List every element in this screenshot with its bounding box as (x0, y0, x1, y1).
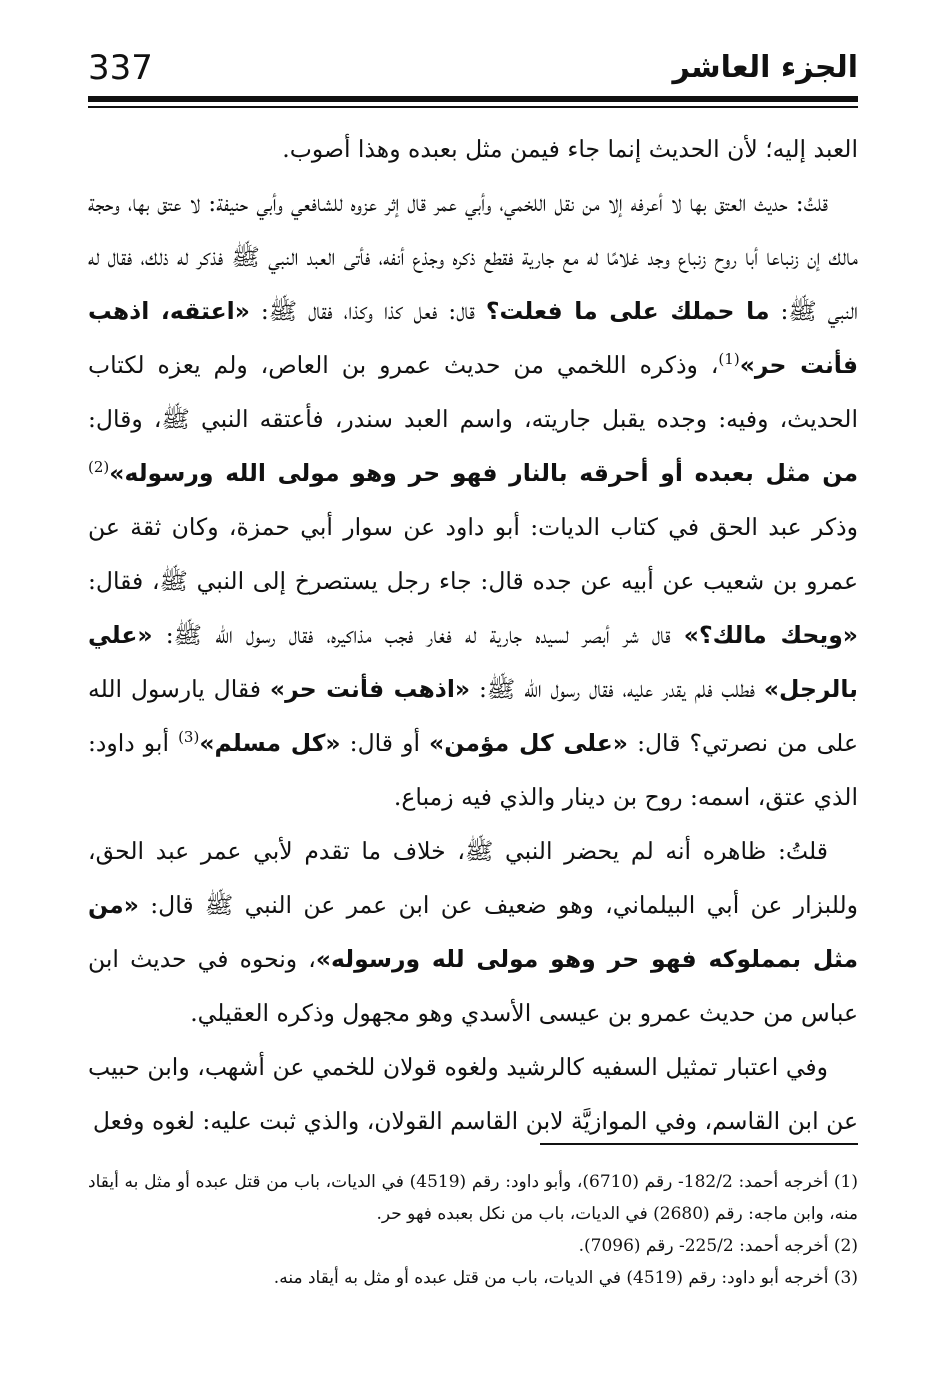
hadith-quote: «من مثل بمملوكه فهو حر وهو مولى لله ورسوله» (88, 891, 859, 973)
text-segment: وذكر عبد الحق في كتاب الديات: أبو داود عن سوار أبي حمزة، وكان ثقة عن عمرو بن شعيب عن أبيه عن جده قال: جاء رجل يستصرخ إلى النبي ﷺ، فقال: (88, 513, 858, 595)
hadith-quote: «كل مسلم» (199, 729, 341, 757)
hadith-quote: ما حملك على ما فعلت؟ (485, 297, 770, 325)
text-segment: قلتُ: ظاهره أنه لم يحضر النبي ﷺ، خلاف ما تقدم لأبي عمر عبد الحق، وللبزار عن أبي البيلماني، وهو ضعيف عن ابن عمر عن النبي ﷺ قال: (88, 837, 858, 919)
text-segment: أو قال: (349, 729, 420, 757)
paragraph-3 (88, 824, 858, 1040)
text-segment: فقال يارسول الله على من نصرتي؟ قال: (88, 675, 858, 757)
paragraph-4: وفي اعتبار تمثيل السفيه كالرشيد ولغوه قولان للخمي عن أشهب، وابن حبيب عن ابن القاسم، وفي الموازيَّة لابن القاسم القولان، والذي ثبت عليه: لغوه وفعل (88, 1053, 858, 1135)
text-segment: ، ونحوه في حديث ابن عباس من حديث عمرو بن عيسى الأسدي وهو مجهول وذكره العقيلي. (88, 945, 858, 1027)
footnotes (88, 1166, 858, 1294)
hadith-quote: «اذهب فأنت حر» (269, 675, 471, 703)
paragraph-2 (88, 176, 858, 824)
text-segment: ، وذكره اللخمي من حديث عمرو بن العاص، ولم يعزه لكتاب الحديث، وفيه: وجده يقبل جاريته، واسم العبد سندر، فأعتقه النبي ﷺ، وقال: (88, 351, 858, 433)
footnote-separator (540, 1143, 858, 1145)
footnote-3: (3) أخرجه أبو داود: رقم (4519) في الديات، باب من قتل عبده أو مثل به أيقاد منه. (273, 1268, 858, 1288)
footnote-ref-2: (2) (88, 458, 110, 477)
hadith-quote: «علي بالرجل» (88, 621, 858, 703)
header-rule-thin (88, 106, 858, 108)
header-rule-thick (88, 96, 858, 102)
footnote-1: (1) أخرجه أحمد: 182/2- رقم (6710)، وأبو داود: رقم (4519) في الديات، باب من قتل عبده أو مثل به أيقاد منه، وابن ماجه: رقم (2680) في الديات، باب من نكل بعبده فهو حر. (88, 1172, 858, 1224)
text-segment: فطلب فلم يقدر عليه، فقال رسول الله ﷺ: (478, 675, 755, 703)
text-segment: قلتُ: حديث العتق بها لا أعرفه إلا من نقل اللخمي، وأبي عمر قال إثر عزوه للشافعي وأبي حنيفة: لا عتق بها، وحجة مالك إن زنباعا أبا روح زنباع وجد غلامًا له مع جارية فقطع ذكره وجذع أنفه، فأتى العبد النبي ﷺ فذكر له ذلك، فقال له النبي ﷺ: (88, 189, 858, 325)
hadith-quote: من مثل بعبده أو أحرقه بالنار فهو حر وهو مولى الله ورسوله» (109, 459, 858, 487)
paragraph-1: العبد إليه؛ لأن الحديث إنما جاء فيمن مثل بعبده وهذا أصوب. (282, 135, 858, 163)
hadith-quote: «اعتقه، اذهب فأنت حر» (88, 297, 858, 379)
footnote-ref-1: (1) (718, 350, 740, 369)
page-header (88, 48, 858, 94)
footnote-ref-3: (3) (178, 728, 200, 747)
running-title: الجزء العاشر (672, 50, 858, 85)
hadith-quote: «على كل مؤمن» (429, 729, 628, 757)
text-segment: قال شر أبصر لسيده جارية له فغار فجب مذاكيره، فقال رسول الله ﷺ: (165, 621, 671, 649)
footnote-2: (2) أخرجه أحمد: 225/2- رقم (7096). (578, 1236, 858, 1256)
text-segment: قال: فعل كذا وكذا، فقال ﷺ: (260, 297, 475, 325)
page-number: 337 (88, 48, 153, 88)
text-segment: أبو داود: الذي عتق، اسمه: روح بن دينار والذي فيه زمباع. (88, 729, 858, 811)
hadith-quote: «ويحك مالك؟» (683, 621, 858, 649)
main-text (88, 122, 858, 1148)
